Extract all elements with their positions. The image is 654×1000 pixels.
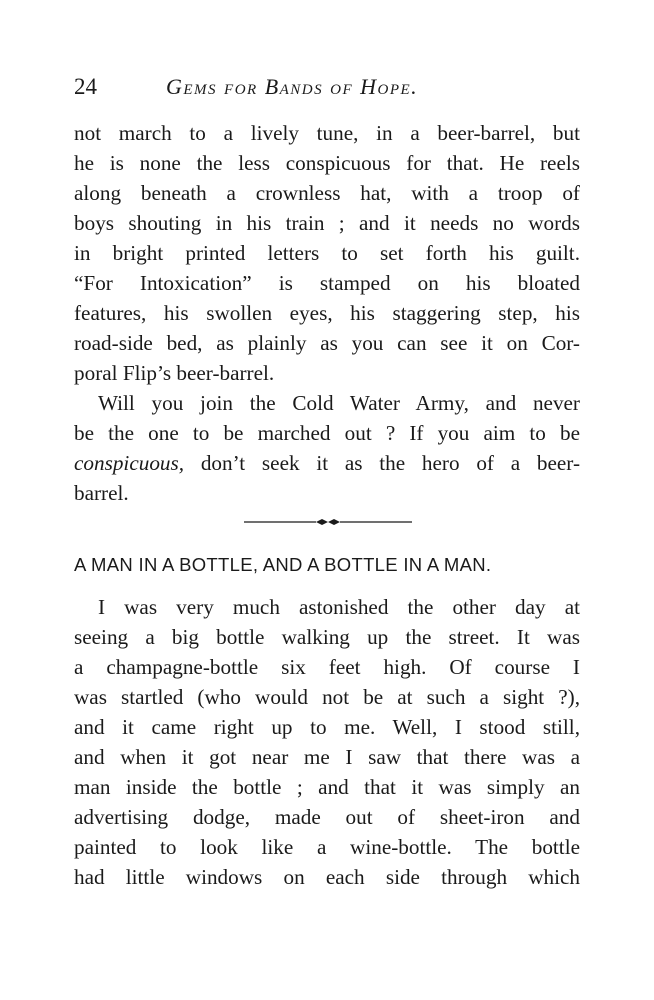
running-title: Gems for Bands of Hope.	[166, 74, 419, 99]
text-line: Will you join the Cold Water Army, and never	[98, 391, 580, 415]
paragraph-cold-water-army	[74, 388, 580, 508]
text-line: in bright printed letters to set forth his guilt.	[74, 241, 580, 265]
text-line: and when it got near me I saw that there was a	[74, 745, 580, 769]
page-header	[74, 72, 594, 102]
text-line: along beneath a crownless hat, with a troop of	[74, 181, 580, 205]
page-number: 24	[74, 74, 97, 99]
text-line: he is none the less conspicuous for that. He reels	[74, 151, 580, 175]
paragraph-man-in-bottle	[74, 592, 580, 892]
text-line: features, his swollen eyes, his staggering step, his	[74, 301, 580, 325]
text-line: painted to look like a wine-bottle. The bottle	[74, 835, 580, 859]
section-heading: A MAN IN A BOTTLE, AND A BOTTLE IN A MAN.	[74, 554, 492, 575]
text-line: had little windows on each side through which	[74, 865, 580, 889]
text-line: poral Flip’s beer-barrel.	[74, 361, 275, 385]
text-line: be the one to be marched out ? If you aim to be	[74, 421, 580, 445]
ornamental-rule	[244, 514, 412, 530]
text-line: boys shouting in his train ; and it needs no words	[74, 211, 580, 235]
text-line: a champagne-bottle six feet high. Of course I	[74, 655, 580, 679]
text-line: barrel.	[74, 481, 129, 505]
text-line-with-emphasis	[74, 448, 580, 478]
text-line: and it came right up to me. Well, I stood still,	[74, 715, 580, 739]
text-line: not march to a lively tune, in a beer-barrel, but	[74, 121, 580, 145]
text-line: “For Intoxication” is stamped on his bloated	[74, 271, 580, 295]
text-line: road-side bed, as plainly as you can see it on Cor-	[74, 331, 580, 355]
emphasis-word: conspicuous,	[74, 451, 185, 475]
paragraph-continuation	[74, 118, 580, 388]
text-line: seeing a big bottle walking up the street. It was	[74, 625, 580, 649]
text-line: advertising dodge, made out of sheet-iron and	[74, 805, 580, 829]
text-line: man inside the bottle ; and that it was simply an	[74, 775, 580, 799]
text-span: don’t seek it as the hero of a beer-	[200, 451, 580, 475]
text-line: I was very much astonished the other day at	[98, 595, 580, 619]
text-line: was startled (who would not be at such a sight ?),	[74, 685, 580, 709]
